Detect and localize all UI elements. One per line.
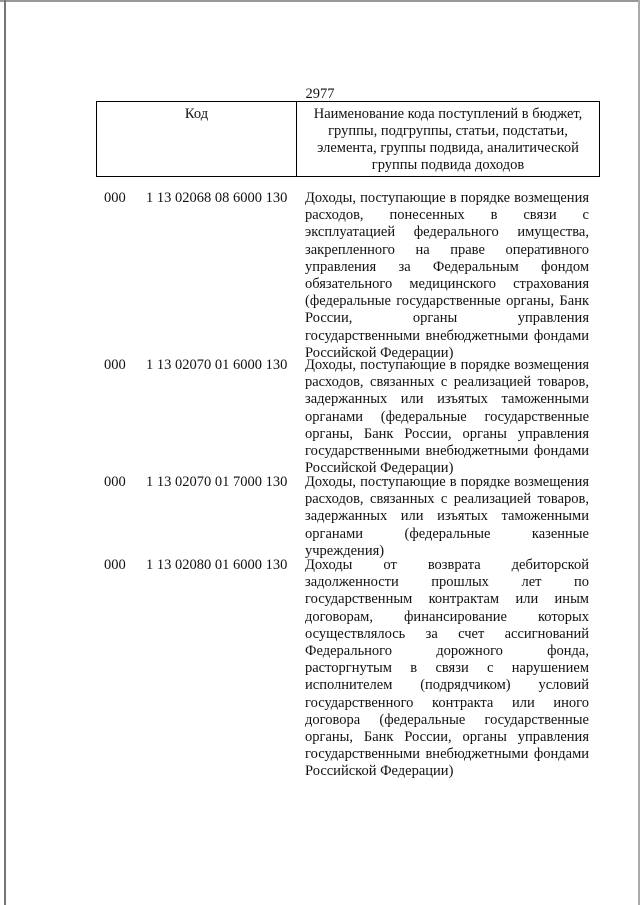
table-header xyxy=(96,101,600,177)
row-income-code: 1 13 02080 01 6000 130 xyxy=(146,557,288,573)
row-description: Доходы, поступающие в порядке возмещения расходов, связанных с реализацией товаров, задержанных или изъятых таможенными органами (федеральные государственные органы, Банк России, органы управления государственными внебюджетными фондами Российской Федерации) xyxy=(305,357,589,477)
row-admin-code: 000 xyxy=(104,357,126,373)
row-admin-code: 000 xyxy=(104,190,126,206)
header-name-column: Наименование кода поступлений в бюджет, группы, подгруппы, статьи, подстатьи, элемента, группы подвида, аналитической группы подвида доходов xyxy=(313,106,583,173)
page-border-top xyxy=(0,0,640,2)
row-income-code: 1 13 02070 01 7000 130 xyxy=(146,474,288,490)
page-border-left xyxy=(4,0,6,905)
page-number: 2977 xyxy=(305,86,335,102)
header-code-column: Код xyxy=(97,102,297,176)
row-income-code: 1 13 02070 01 6000 130 xyxy=(146,357,288,373)
row-description: Доходы, поступающие в порядке возмещения расходов, понесенных в связи с эксплуатацией федерального имущества, закрепленного на праве оперативного управления за Федеральным фондом обязательного медицинского страхования (федеральные государственные органы, Банк России, органы управления государственными внебюджетными фондами Российской Федерации) xyxy=(305,190,589,361)
row-description: Доходы, поступающие в порядке возмещения расходов, связанных с реализацией товаров, задержанных или изъятых таможенными органами (федеральные казенные учреждения) xyxy=(305,474,589,559)
row-income-code: 1 13 02068 08 6000 130 xyxy=(146,190,288,206)
row-description: Доходы от возврата дебиторской задолженности прошлых лет по государственным контрактам или иным договорам, финансирование которых осуществлялось за счет ассигнований Федерального дорожного фонда, расторгнутым в связи с нарушением исполнителем (подрядчиком) условий государственного контракта или иного договора (федеральные государственные органы, Банк России, органы управления государственными внебюджетными фондами Российской Федерации) xyxy=(305,557,589,780)
row-admin-code: 000 xyxy=(104,557,126,573)
row-admin-code: 000 xyxy=(104,474,126,490)
